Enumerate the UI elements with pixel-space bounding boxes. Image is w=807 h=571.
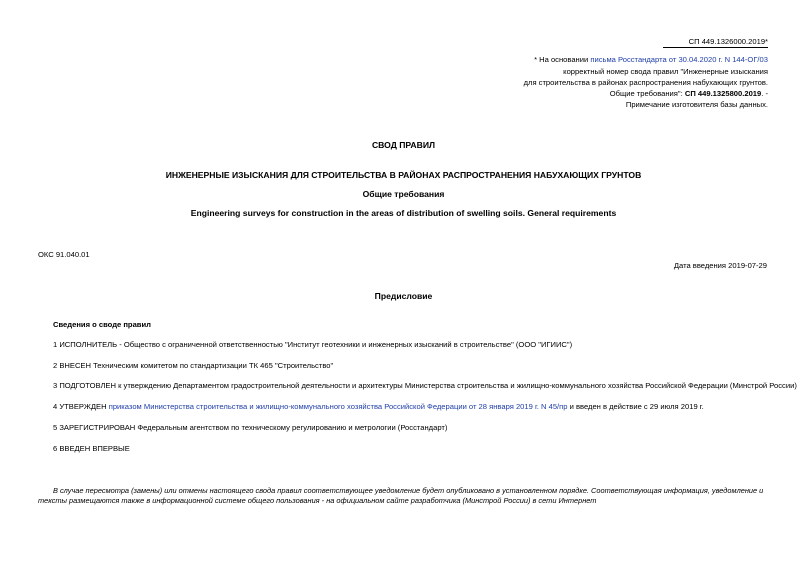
preface-item-4-prefix: 4 УТВЕРЖДЕН bbox=[53, 402, 109, 411]
header-note-line-5: Примечание изготовителя базы данных. bbox=[625, 100, 768, 109]
header-note-line4-prefix: Общие требования": bbox=[609, 89, 685, 98]
document-subtitle-ru: Общие требования bbox=[362, 189, 445, 199]
header-note-line-2: корректный номер свода правил "Инженерные изыскания bbox=[563, 67, 768, 76]
notice-line-2: тексты размещаются также в информационной системе общего пользования - на официальном сайте разработчика (Минстрой России) в сети Интернет bbox=[38, 496, 597, 505]
oks-code: ОКС 91.040.01 bbox=[38, 250, 90, 259]
header-note-prefix: * На основании bbox=[534, 55, 591, 64]
document-kind: СВОД ПРАВИЛ bbox=[371, 140, 436, 150]
minstroy-order-link[interactable]: приказом Министерства строительства и жилищно-коммунального хозяйства Российской Федерации от 28 января 2019 г. N 45/пр bbox=[108, 402, 568, 411]
preface-item-5: 5 ЗАРЕГИСТРИРОВАН Федеральным агентством по техническому регулированию и метрологии (Росстандарт) bbox=[53, 423, 448, 432]
corrected-code: СП 449.1325800.2019 bbox=[684, 89, 762, 98]
header-note-line-3: для строительства в районах распространения набухающих грунтов. bbox=[523, 78, 768, 87]
preface-item-2: 2 ВНЕСЕН Техническим комитетом по стандартизации ТК 465 "Строительство" bbox=[53, 361, 334, 370]
header-note-line4-suffix: . - bbox=[761, 89, 768, 98]
document-title-ru: ИНЖЕНЕРНЫЕ ИЗЫСКАНИЯ ДЛЯ СТРОИТЕЛЬСТВА В РАЙОНАХ РАСПРОСТРАНЕНИЯ НАБУХАЮЩИХ ГРУНТОВ bbox=[165, 170, 642, 180]
document-code: СП 449.1326000.2019* bbox=[688, 37, 768, 46]
preface-info-heading: Сведения о своде правил bbox=[53, 320, 151, 329]
preface-item-4-suffix: и введен в действие с 29 июля 2019 г. bbox=[567, 402, 704, 411]
preface-item-6: 6 ВВЕДЕН ВПЕРВЫЕ bbox=[53, 444, 130, 453]
header-divider bbox=[663, 47, 768, 48]
preface-item-4 bbox=[53, 402, 704, 412]
document-title-en: Engineering surveys for construction in the areas of distribution of swelling soils. General requirements bbox=[190, 208, 617, 218]
header-note-line-1 bbox=[534, 55, 768, 65]
preface-item-1: 1 ИСПОЛНИТЕЛЬ - Общество с ограниченной ответственностью "Институт геотехники и инженерных изысканий в строительстве" (ООО "ИГИИС") bbox=[53, 340, 573, 349]
header-note-line-4 bbox=[610, 89, 768, 99]
notice-line-1: В случае пересмотра (замены) или отмены настоящего свода правил соответствующее уведомление будет опубликовано в установленном порядке. Соответствующая информация, уведомление и bbox=[53, 486, 764, 495]
rosstandart-letter-link[interactable]: письма Росстандарта от 30.04.2020 г. N 144-ОГ/03 bbox=[590, 55, 768, 64]
preface-heading: Предисловие bbox=[374, 291, 433, 301]
preface-item-3: 3 ПОДГОТОВЛЕН к утверждению Департаментом градостроительной деятельности и архитектуры Министерства строительства и жилищно-коммунального хозяйства Российской Федерации (Минстрой России) bbox=[53, 381, 797, 390]
introduction-date: Дата введения 2019-07-29 bbox=[673, 261, 767, 270]
